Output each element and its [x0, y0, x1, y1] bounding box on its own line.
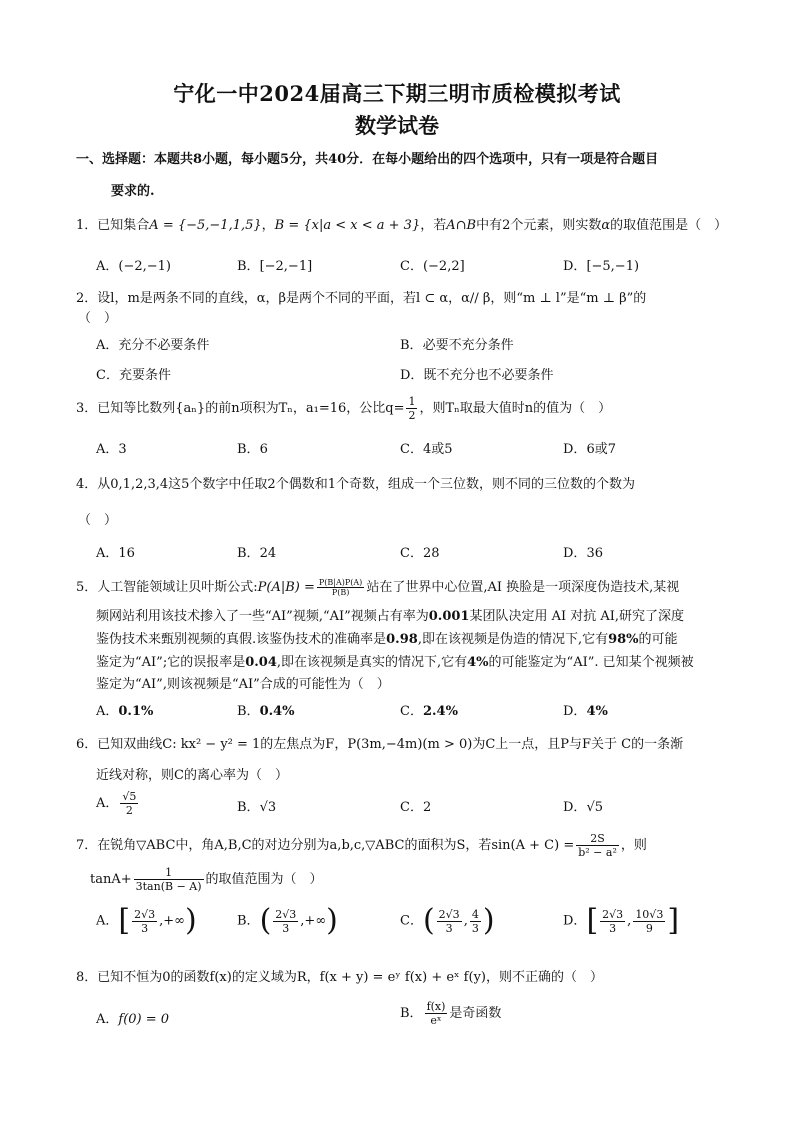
q5-line3: 鉴伪技术来甄别视频的真假.该鉴伪技术的准确率是0.98,即在该视频是伪造的情况下,它有98%的可能	[96, 632, 678, 647]
q1-var: α	[601, 218, 611, 233]
q2-line1: 设l，m是两条不同的直线，α，β是两个不同的平面，若l ⊂ α，α// β，则“m ⊥ l”是“m ⊥ β”的	[97, 291, 647, 306]
q4-line1: 从0,1,2,3,4这5个数字中任取2个偶数和1个奇数，组成一个三位数，则不同的三位数的个数为	[97, 477, 635, 492]
q1-option-a: A．(−2,−1)	[96, 259, 171, 274]
q3-text-b: ，则Tₙ取最大值时n的值为（ ）	[419, 401, 612, 416]
section-heading-cont: 要求的.	[111, 184, 155, 199]
q5-option-b: B．0.4%	[237, 704, 295, 719]
q2-option-a: A．充分不必要条件	[96, 338, 210, 353]
q1-text-b: ，若	[420, 218, 447, 233]
q6-option-d: D．√5	[563, 800, 603, 815]
q7-option-c: C．( $\frac{2√3}{3}$ , $\frac{4}{3}$ )	[400, 903, 495, 938]
q2-option-b: B．必要不充分条件	[400, 338, 514, 353]
q3-fraction: $\frac{1}{2}$	[408, 395, 416, 422]
bayes-formula: P(A|B) =	[257, 580, 315, 595]
q5-option-c: C．2.4%	[400, 704, 458, 719]
section-heading: 一、选择题：本题共8小题，每小题5分，共40分．在每小题给出的四个选项中，只有一项是符合题目	[76, 152, 659, 167]
q4-option-c: C．28	[400, 546, 440, 561]
q3-option-d: D．6或7	[563, 442, 616, 457]
q3-text-a: 已知等比数列{aₙ}的前n项积为Tₙ，a₁=16，公比q=	[97, 401, 405, 416]
q6-option-b: B．√3	[237, 800, 277, 815]
q1-cond: A∩B	[446, 218, 477, 233]
q1-comma: ，	[261, 218, 275, 233]
exam-title: 宁化一中2024届高三下期三明市质检模拟考试	[173, 81, 621, 106]
question-4: 4．从0,1,2,3,4这5个数字中任取2个偶数和1个奇数，组成一个三位数，则不同的三位数的个数为	[76, 477, 635, 492]
q1-option-d: D．[−5,−1)	[563, 259, 640, 274]
q2-option-c: C．充要条件	[96, 368, 171, 383]
q4-option-b: B．24	[237, 546, 277, 561]
q7-option-a: A．[ $\frac{2√3}{3}$ ,+∞)	[96, 903, 197, 938]
q3-option-a: A．3	[96, 442, 127, 457]
q1-text-d: 个元素，则实数	[510, 218, 602, 233]
q1-count: 2	[502, 218, 511, 233]
question-8: 8．已知不恒为0的函数f(x)的定义域为R，f(x + y) = eʸ f(x) + eˣ f(y)，则不正确的（ ）	[76, 970, 603, 985]
q8-option-b: B． $\frac{f(x)}{\text{eˣ}}$ 是奇函数	[400, 1000, 502, 1027]
q5-line4: 鉴定为“AI”;它的误报率是0.04,即在该视频是真实的情况下,它有4%的可能鉴定为“AI”. 已知某个视频被	[96, 655, 694, 670]
q1-option-c: C．(−2,2]	[400, 259, 465, 274]
question-5: 5．人工智能领域让贝叶斯公式:P(A|B) = $\frac{P(B|A)P(A)}{P(B)}$ 站在了世界中心位置,AI 换脸是一项深度伪造技术,某视	[76, 578, 680, 597]
q1-number: 1．	[76, 218, 98, 233]
question-2: 2．设l，m是两条不同的直线，α，β是两个不同的平面，若l ⊂ α，α// β，则“m ⊥ l”是“m ⊥ β”的	[76, 291, 647, 306]
q5-option-a: A．0.1%	[96, 704, 154, 719]
q1-text-c: 中有	[476, 218, 503, 233]
q7-line2: tanA+ $\frac{1}{3\tan(B - A)}$ 的取值范围为（ ）	[90, 866, 323, 893]
q5-option-d: D．4%	[563, 704, 608, 719]
exam-subtitle: 数学试卷	[355, 113, 439, 138]
q6-option-a: A． $\frac{√5}{2}$	[96, 790, 137, 817]
q1-set-b: B = {x|a < x < a + 3}	[274, 218, 421, 233]
bayes-fraction: $\frac{P(B|A)P(A)}{P(B)}$	[318, 578, 363, 597]
q2-option-d: D．既不充分也不必要条件	[400, 368, 554, 383]
q1-text-a: 已知集合	[97, 218, 150, 233]
q7-option-d: D．[ $\frac{2√3}{3}$ , $\frac{10√3}{9}$ ]	[563, 903, 680, 938]
q6-line2: 近线对称，则C的离心率为（ ）	[96, 768, 288, 783]
question-6: 6．已知双曲线C: kx² − y² = 1的左焦点为F，P(3m,−4m)(m > 0)为C上一点，且P与F关于 C的一条渐	[76, 737, 684, 752]
question-1	[76, 214, 727, 233]
q1-option-b: B．[−2,−1]	[237, 259, 313, 274]
q1-text-e: 的取值范围是（ ）	[610, 218, 728, 233]
q4-option-d: D．36	[563, 546, 603, 561]
q6-option-c: C．2	[400, 800, 432, 815]
q5-line5: 鉴定为“AI”,则该视频是“AI”合成的可能性为（ ）	[96, 677, 390, 692]
q7-option-b: B．( $\frac{2√3}{3}$ ,+∞)	[237, 903, 338, 938]
question-3: 3．已知等比数列{aₙ}的前n项积为Tₙ，a₁=16，公比q= $\frac{1}{2}$ ，则Tₙ取最大值时n的值为（ ）	[76, 395, 612, 422]
q7-fraction: $\frac{2S}{\text{b² − a²}}$	[578, 832, 617, 859]
q6-line1: 已知双曲线C: kx² − y² = 1的左焦点为F，P(3m,−4m)(m > 0)为C上一点，且P与F关于 C的一条渐	[97, 737, 684, 752]
q2-line2: （ ）	[78, 311, 118, 326]
q4-option-a: A．16	[96, 546, 135, 561]
q3-option-c: C．4或5	[400, 442, 453, 457]
q5-line2: 频网站利用该技术掺入了一些“AI”视频,“AI”视频占有率为0.001某团队决定用 AI 对抗 AI,研究了深度	[96, 609, 685, 624]
q1-set-a: A = {−5,−1,1,5}	[149, 218, 262, 233]
q3-option-b: B．6	[237, 442, 268, 457]
q8-line1: 已知不恒为0的函数f(x)的定义域为R，f(x + y) = eʸ f(x) + eˣ f(y)，则不正确的（ ）	[97, 970, 603, 985]
question-7: 7．在锐角▽ABC中，角A,B,C的对边分别为a,b,c,▽ABC的面积为S，若sin(A + C) = $\frac{2S}{\text{b² − a²}}$ ，则	[76, 832, 647, 859]
q8-option-a: A．f(0) = 0	[96, 1012, 170, 1027]
q4-line2: （ ）	[78, 513, 118, 528]
